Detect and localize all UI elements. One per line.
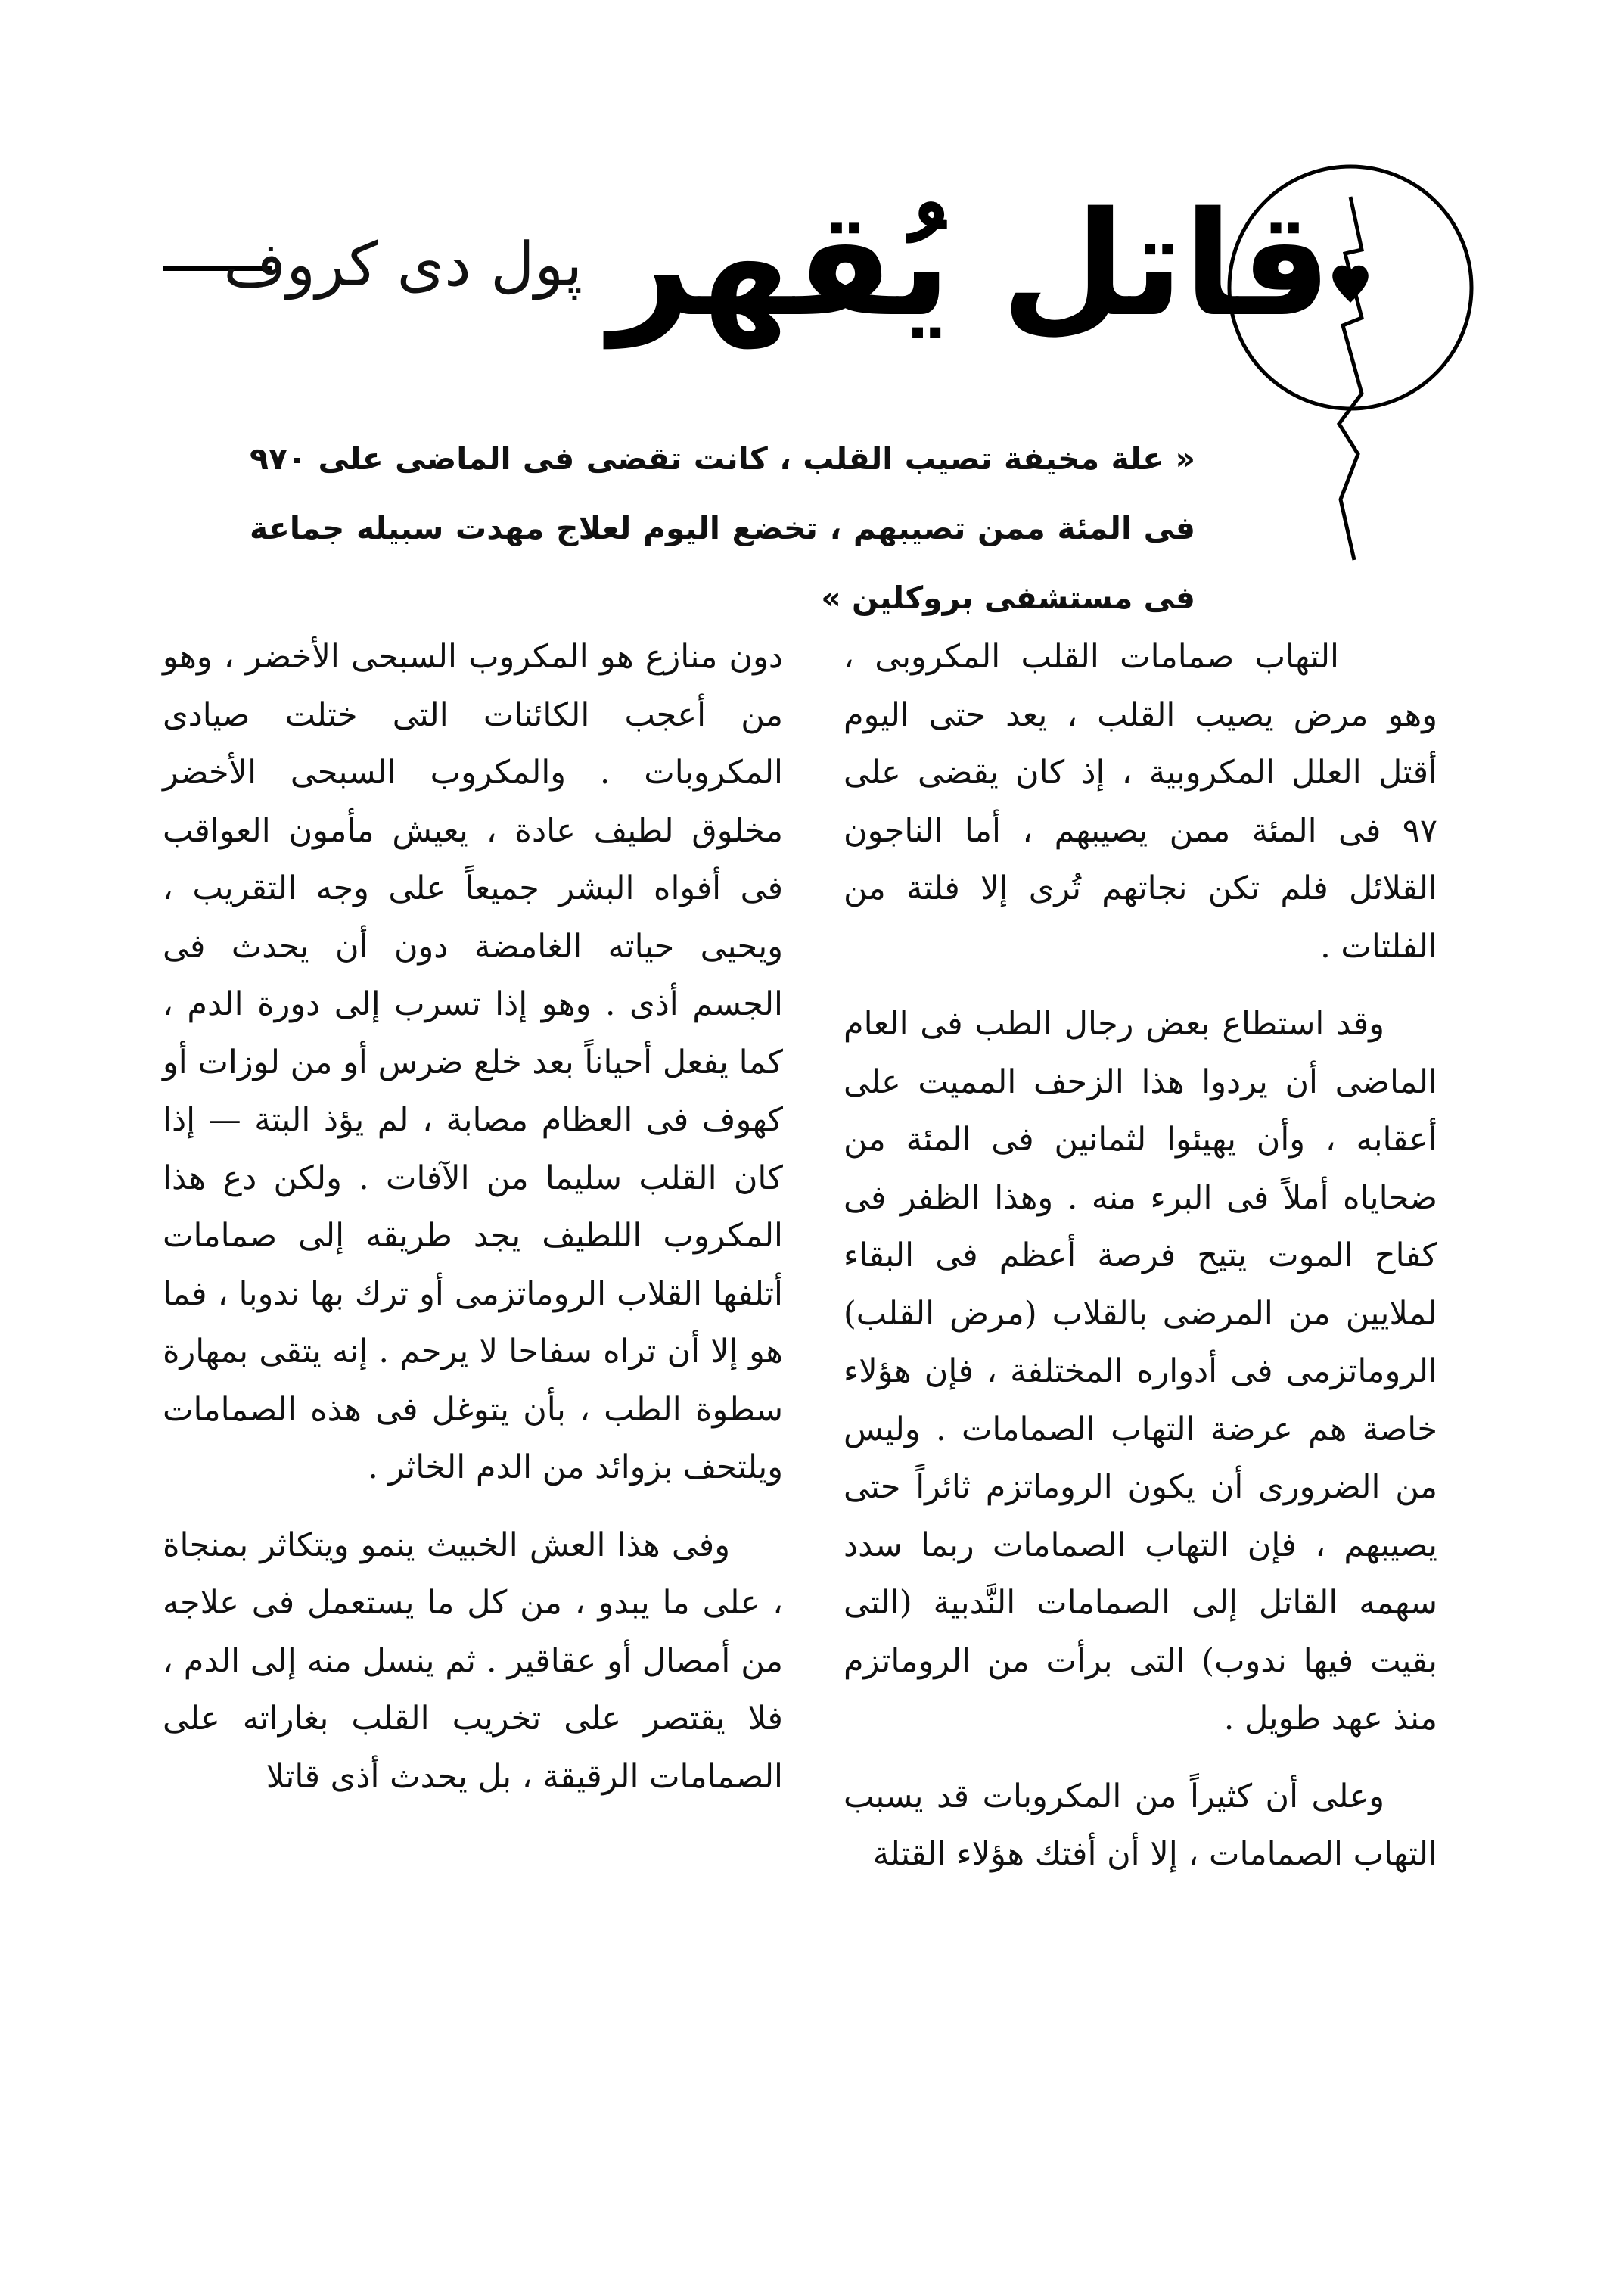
paragraph: وعلى أن كثيراً من المكروبات قد يسبب التهاب الصمامات ، إلا أن أفتك هؤلاء القتلة [844, 1777, 1437, 1873]
paragraph: وفى هذا العش الخبيث ينمو ويتكاثر بمنجاة ، على ما يبدو ، من كل ما يستعمل فى علاجه من أمصال أو عقاقير . ثم ينسل منه إلى الدم ، فلا يقتصر على تخريب القلب بغاراته على الصمامات الرقيقة ، بل يحدث أذى قاتلا [163, 1526, 783, 1796]
article-author: پول دی کروف [223, 229, 583, 300]
paragraph: دون منازع هو المكروب السبحى الأخضر ، وهو من أعجب الكائنات التى ختلت صيادى المكروبات . والمكروب السبحى الأخضر مخلوق لطيف عادة ، يعيش مأمون العواقب فى أفواه البشر جميعاً على وجه التقريب ، ويحيى حياته الغامضة دون أن يحدث فى الجسم أذى . وهو إذا تسرب إلى دورة الدم ، كما يفعل أحياناً بعد خلع ضرس أو من لوزات أو كهوف فى العظام مصابة ، لم يؤذ البتة — إذا كان القلب سليما من الآفات . ولكن دع هذا المكروب اللطيف يجد طريقه إلى صمامات أتلفها القلاب الروماتزمى أو ترك بها ندوبا ، فما هو إلا أن تراه سفاحا لا يرحم . إنه يتقى بمهارة سطوة الطب ، بأن يتوغل فى هذه الصمامات ويلتحف بزوائد من الدم الخاثر . [163, 638, 783, 1486]
article-column-right [844, 628, 1437, 2157]
article-column-left [163, 628, 783, 2157]
lightning-bolt-icon [1339, 197, 1362, 560]
paragraph: التهاب صمامات القلب المكروبى ، وهو مرض يصيب القلب ، يعد حتى اليوم أقتل العلل المكروبية ، إذ كان يقضى على ٩٧ فى المئة ممن يصيبهم ، أما الناجون القلائل فلم تكن نجاتهم تُرى إلا فلتة من الفلتات . [844, 638, 1437, 966]
heart-icon [1332, 266, 1369, 303]
paragraph: وقد استطاع بعض رجال الطب فى العام الماضى أن يردوا هذا الزحف المميت على أعقابه ، وأن يهيئوا لثمانين فى المئة من ضحاياه أملاً فى البرء منه . وهذا الظفر فى كفاح الموت يتيح فرصة أعظم فى البقاء لملايين من المرضى بالقلاب (مرض القلب) الروماتزمى فى أدواره المختلفة ، فإن هؤلاء خاصة هم عرضة التهاب الصمامات . وليس من الضرورى أن يكون الروماتزم ثائراً حتى يصيبهم ، فإن التهاب الصمامات ربما سدد سهمه القاتل إلى الصمامات النَّدبية (التى بقيت فيها ندوب) التى برأت من الروماتزم منذ عهد طويل . [844, 1005, 1437, 1738]
article-title: قاتل يُقهر [609, 181, 1331, 348]
article-standfirst: « علة مخيفة تصيب القلب ، كانت تقضى فى الماضى على ٩٧٠ فى المئة ممن تصيبهم ، تخضع اليوم لعلاج مهدت سبيله جماعة فى مستشفى بروكلين » [250, 440, 1195, 616]
